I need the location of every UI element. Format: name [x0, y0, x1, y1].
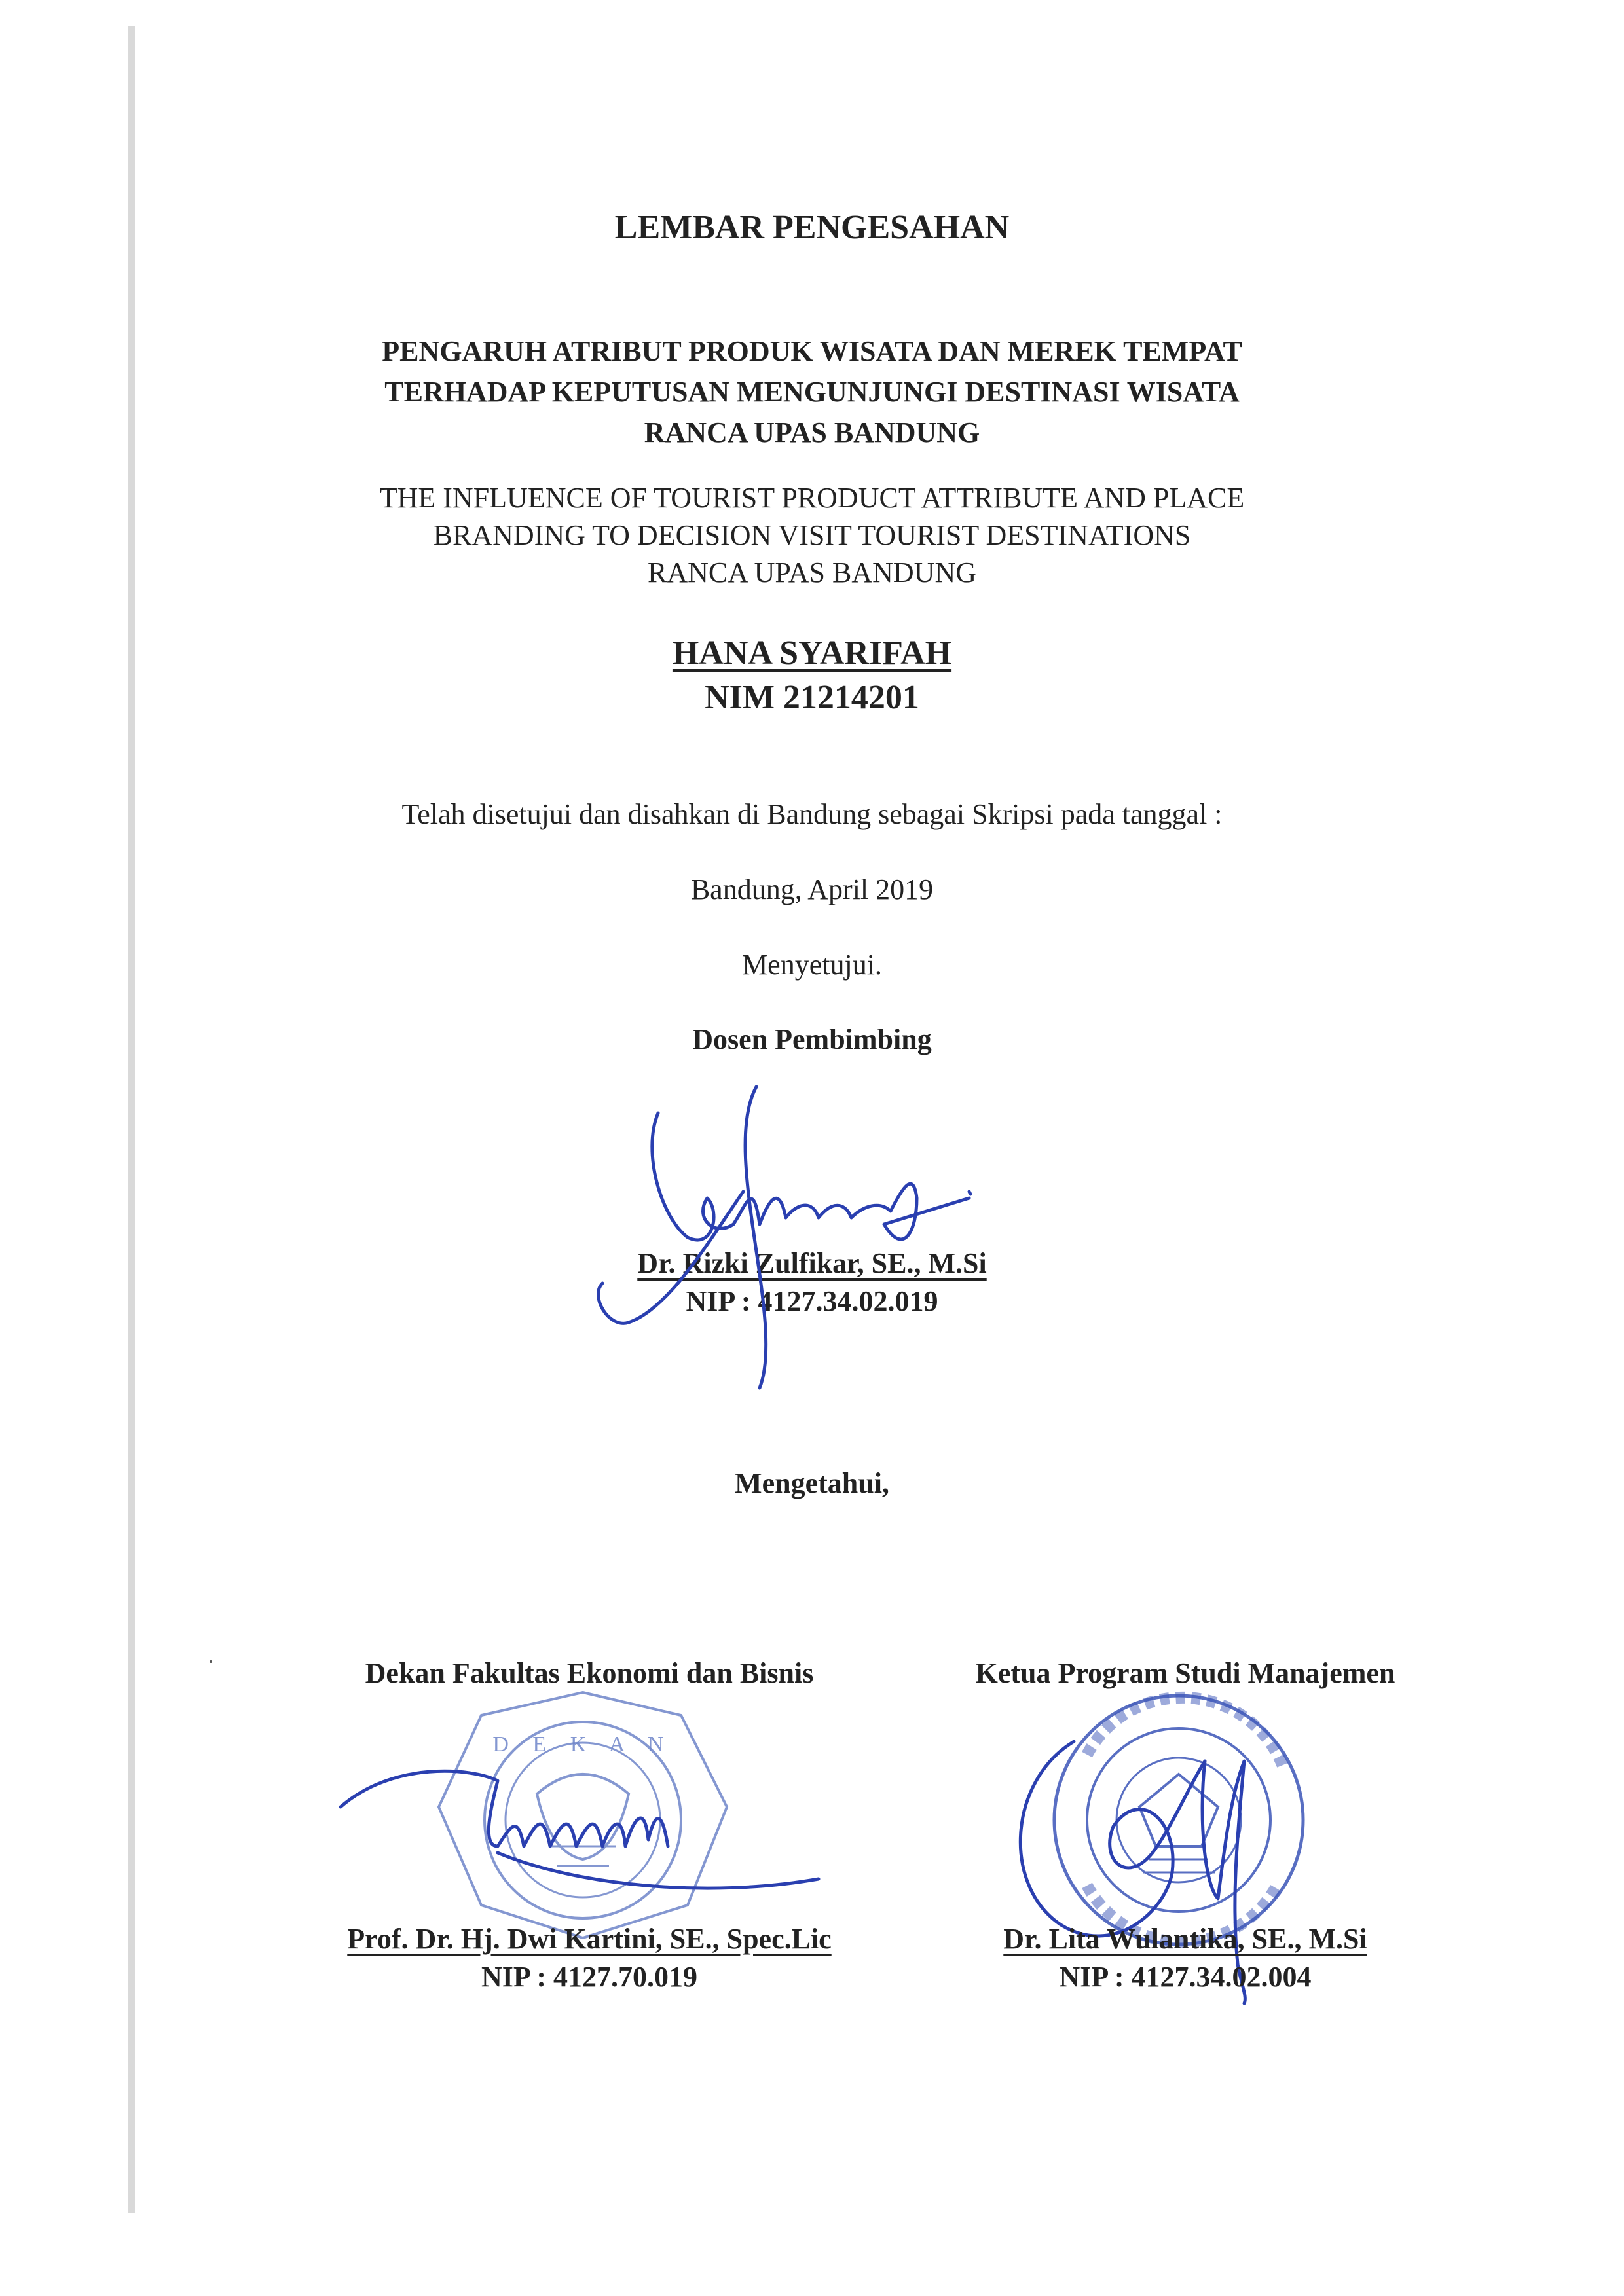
dean-signature — [341, 1771, 819, 1888]
author-name-text: HANA SYARIFAH — [672, 634, 952, 672]
title-id-line: TERHADAP KEPUTUSAN MENGUNJUNGI DESTINASI WISATA — [384, 376, 1240, 408]
acknowledged-text: Mengetahui, — [735, 1467, 889, 1499]
head-role: Ketua Program Studi Manajemen — [975, 1657, 1395, 1689]
dean-role: Dekan Fakultas Ekonomi dan Bisnis — [365, 1657, 814, 1689]
head-nip: NIP : 4127.34.02.004 — [1059, 1961, 1312, 1993]
dean-stamp-text: D E K A N — [492, 1732, 673, 1757]
dean-stamp — [439, 1692, 727, 1938]
advisor-nip: NIP : 4127.34.02.019 — [686, 1285, 938, 1317]
head-name — [904, 1922, 1467, 1956]
advisor-signature — [599, 1087, 970, 1388]
author-nim: NIM 21214201 — [705, 679, 919, 716]
title-en-line: BRANDING TO DECISION VISIT TOURIST DESTINATIONS — [433, 519, 1191, 551]
page-title: LEMBAR PENGESAHAN — [614, 209, 1010, 246]
advisor-role: Dosen Pembimbing — [692, 1023, 932, 1055]
title-id-line: RANCA UPAS BANDUNG — [644, 416, 980, 448]
dean-nip: NIP : 4127.70.019 — [481, 1961, 697, 1993]
agreement-text: Menyetujui. — [742, 949, 882, 981]
dean-name — [288, 1922, 891, 1956]
head-stamp-ring-text — [1087, 1698, 1283, 1768]
title-en-line: RANCA UPAS BANDUNG — [647, 556, 977, 589]
dean-name-text: Prof. Dr. Hj. Dwi Kartini, SE., Spec.Lic — [347, 1923, 832, 1955]
approval-statement: Telah disetujui dan disahkan di Bandung sebagai Skripsi pada tanggal : — [401, 798, 1223, 830]
title-id-line: PENGARUH ATRIBUT PRODUK WISATA DAN MEREK TEMPAT — [382, 335, 1242, 367]
head-name-text: Dr. Lita Wulantika, SE., M.Si — [1003, 1923, 1367, 1955]
advisor-name-text: Dr. Rizki Zulfikar, SE., M.Si — [637, 1247, 987, 1279]
place-date: Bandung, April 2019 — [690, 873, 934, 905]
title-en-line: THE INFLUENCE OF TOURIST PRODUCT ATTRIBUTE AND PLACE — [379, 482, 1245, 514]
